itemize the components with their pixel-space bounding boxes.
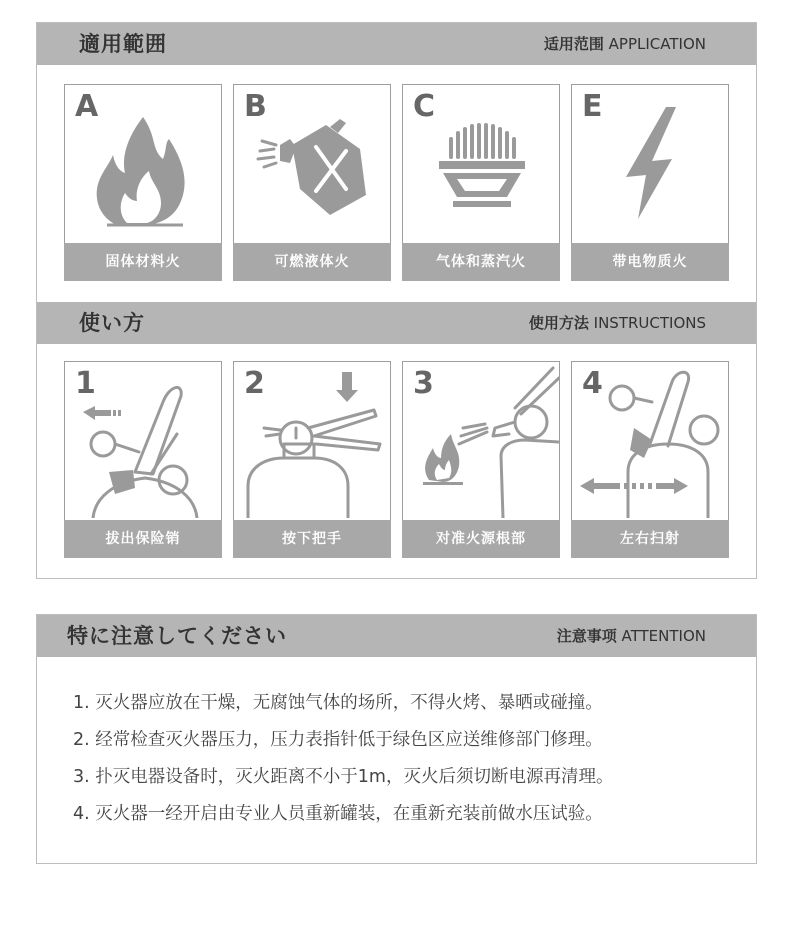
instructions-header bbox=[37, 302, 756, 344]
step-number: 2 bbox=[244, 366, 265, 401]
card-letter: C bbox=[413, 89, 436, 124]
step-number: 1 bbox=[75, 366, 96, 401]
instructions-title-jp: 使い方 bbox=[79, 311, 145, 335]
step-number: 4 bbox=[582, 366, 603, 401]
step-caption: 对准火源根部 bbox=[402, 520, 560, 558]
step-number: 3 bbox=[413, 366, 434, 401]
instruction-step-4 bbox=[571, 361, 729, 558]
attention-item: 1. 灭火器应放在干燥，无腐蚀气体的场所，不得火烤、暴晒或碰撞。 bbox=[73, 693, 603, 713]
card-caption: 气体和蒸汽火 bbox=[402, 243, 560, 281]
application-instructions-panel bbox=[36, 22, 757, 579]
attention-list bbox=[73, 685, 613, 833]
application-card-e bbox=[571, 84, 729, 281]
card-caption: 可燃液体火 bbox=[233, 243, 391, 281]
attention-item: 3. 扑灭电器设备时，灭火距离不小于1m，灭火后须切断电源再清理。 bbox=[73, 767, 614, 787]
card-caption: 固体材料火 bbox=[64, 243, 222, 281]
instruction-step-2 bbox=[233, 361, 391, 558]
application-title-en bbox=[544, 23, 706, 65]
card-letter: E bbox=[582, 89, 603, 124]
attention-title-en bbox=[557, 615, 706, 657]
attention-title-jp: 特に注意してください bbox=[67, 624, 287, 648]
application-title-en-text: APPLICATION bbox=[608, 35, 706, 53]
application-title-jp: 適用範囲 bbox=[79, 32, 167, 56]
instruction-step-1 bbox=[64, 361, 222, 558]
instructions-title-cn: 使用方法 bbox=[528, 314, 589, 332]
instructions-title-en bbox=[529, 302, 706, 344]
attention-item: 2. 经常检查灭火器压力，压力表指针低于绿色区应送维修部门修理。 bbox=[73, 730, 603, 750]
application-header bbox=[37, 23, 756, 65]
attention-title-cn: 注意事项 bbox=[556, 627, 617, 645]
application-card-a bbox=[64, 84, 222, 281]
instructions-title-en-text: INSTRUCTIONS bbox=[593, 314, 706, 332]
attention-item: 4. 灭火器一经开启由专业人员重新罐装，在重新充装前做水压试验。 bbox=[73, 804, 603, 824]
attention-title-en-text: ATTENTION bbox=[621, 627, 706, 645]
card-letter: A bbox=[75, 89, 99, 124]
card-caption: 带电物质火 bbox=[571, 243, 729, 281]
attention-header bbox=[37, 615, 756, 657]
step-caption: 按下把手 bbox=[233, 520, 391, 558]
step-caption: 左右扫射 bbox=[571, 520, 729, 558]
attention-panel bbox=[36, 614, 757, 864]
instruction-step-3 bbox=[402, 361, 560, 558]
application-card-c bbox=[402, 84, 560, 281]
step-caption: 拔出保险销 bbox=[64, 520, 222, 558]
card-letter: B bbox=[244, 89, 267, 124]
application-card-b bbox=[233, 84, 391, 281]
application-title-cn: 适用范围 bbox=[543, 35, 604, 53]
